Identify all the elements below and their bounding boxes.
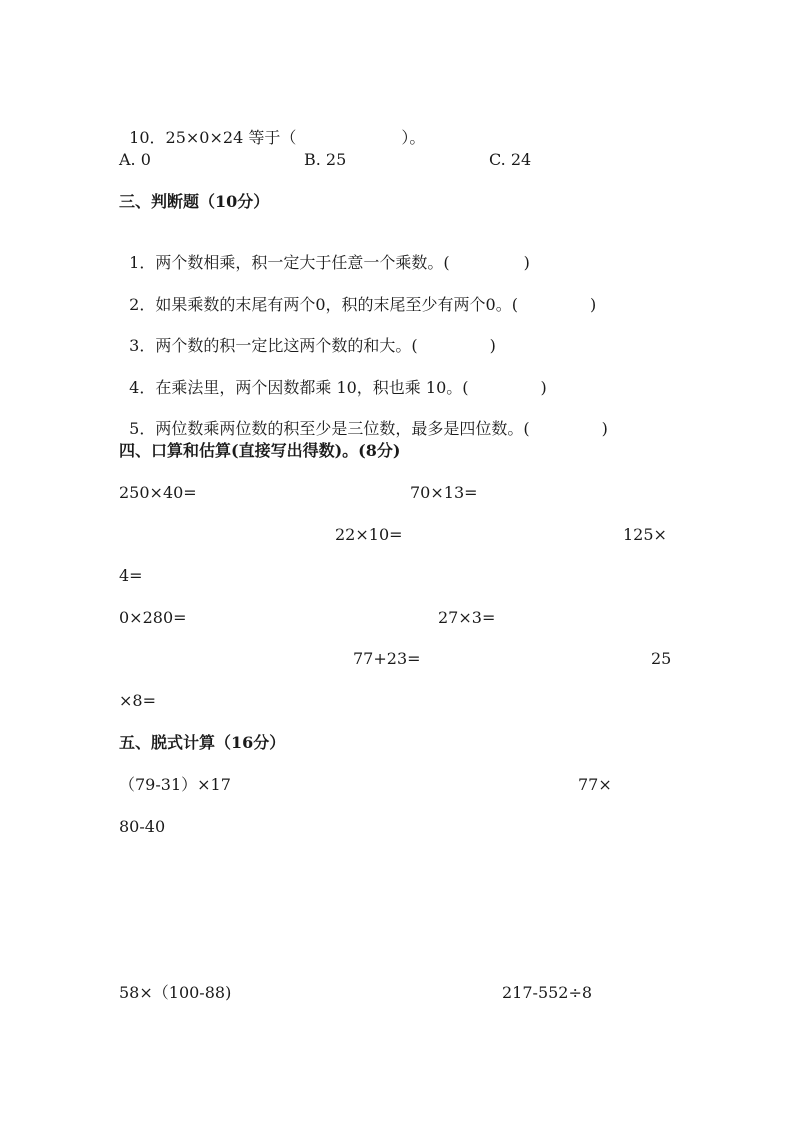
- close-paren: ): [540, 378, 547, 397]
- oral-calc-1: 250×40=: [119, 483, 197, 502]
- judge-item-2: [119, 275, 596, 315]
- section-4-heading: 四、口算和估算(直接写出得数)。(8分): [119, 441, 401, 460]
- option-b: B. 25: [304, 150, 347, 169]
- judge-item-4: [119, 358, 547, 398]
- step-calc-2-part-b: 80-40: [119, 817, 166, 836]
- oral-calc-8-part-b: ×8=: [119, 691, 156, 710]
- step-calc-2-part-a: 77×: [578, 775, 612, 794]
- step-calc-3: 58×（100-88): [119, 983, 232, 1002]
- judge-item-5-text: 5．两位数乘两位数的积至少是三位数，最多是四位数。(: [129, 419, 530, 438]
- oral-calc-6: 27×3=: [438, 608, 496, 627]
- oral-calc-2: 70×13=: [410, 483, 478, 502]
- oral-calc-4-part-a: 125×: [623, 525, 667, 544]
- judge-item-4-text: 4．在乘法里，两个因数都乘 10，积也乘 10。(: [129, 378, 469, 397]
- judge-item-3: [119, 316, 496, 356]
- oral-calc-4-part-b: 4=: [119, 566, 143, 585]
- close-paren: ): [523, 253, 530, 272]
- oral-calc-3: 22×10=: [335, 525, 403, 544]
- option-a: A. 0: [119, 150, 151, 169]
- oral-calc-7: 77+23=: [353, 649, 421, 668]
- judge-item-3-text: 3．两个数的积一定比这两个数的和大。(: [129, 336, 418, 355]
- oral-calc-8-part-a: 25: [651, 649, 672, 668]
- close-paren: ): [601, 419, 608, 438]
- judge-item-2-text: 2．如果乘数的末尾有两个0，积的末尾至少有两个0。(: [129, 295, 518, 314]
- judge-item-1-text: 1．两个数相乘，积一定大于任意一个乘数。(: [129, 253, 450, 272]
- question-10-stem: 10．25×0×24 等于（: [129, 128, 297, 147]
- close-paren: ): [489, 336, 496, 355]
- question-10: [119, 108, 425, 148]
- section-5-heading: 五、脱式计算（16分）: [119, 733, 286, 752]
- oral-calc-5: 0×280=: [119, 608, 187, 627]
- section-3-heading: 三、判断题（10分）: [119, 192, 270, 211]
- question-10-stem-end: ）。: [401, 128, 426, 147]
- judge-item-5: [119, 399, 608, 439]
- judge-item-1: [119, 233, 530, 273]
- step-calc-1: （79-31）×17: [119, 775, 231, 794]
- close-paren: ): [589, 295, 597, 314]
- step-calc-4: 217-552÷8: [502, 983, 593, 1002]
- option-c: C. 24: [489, 150, 532, 169]
